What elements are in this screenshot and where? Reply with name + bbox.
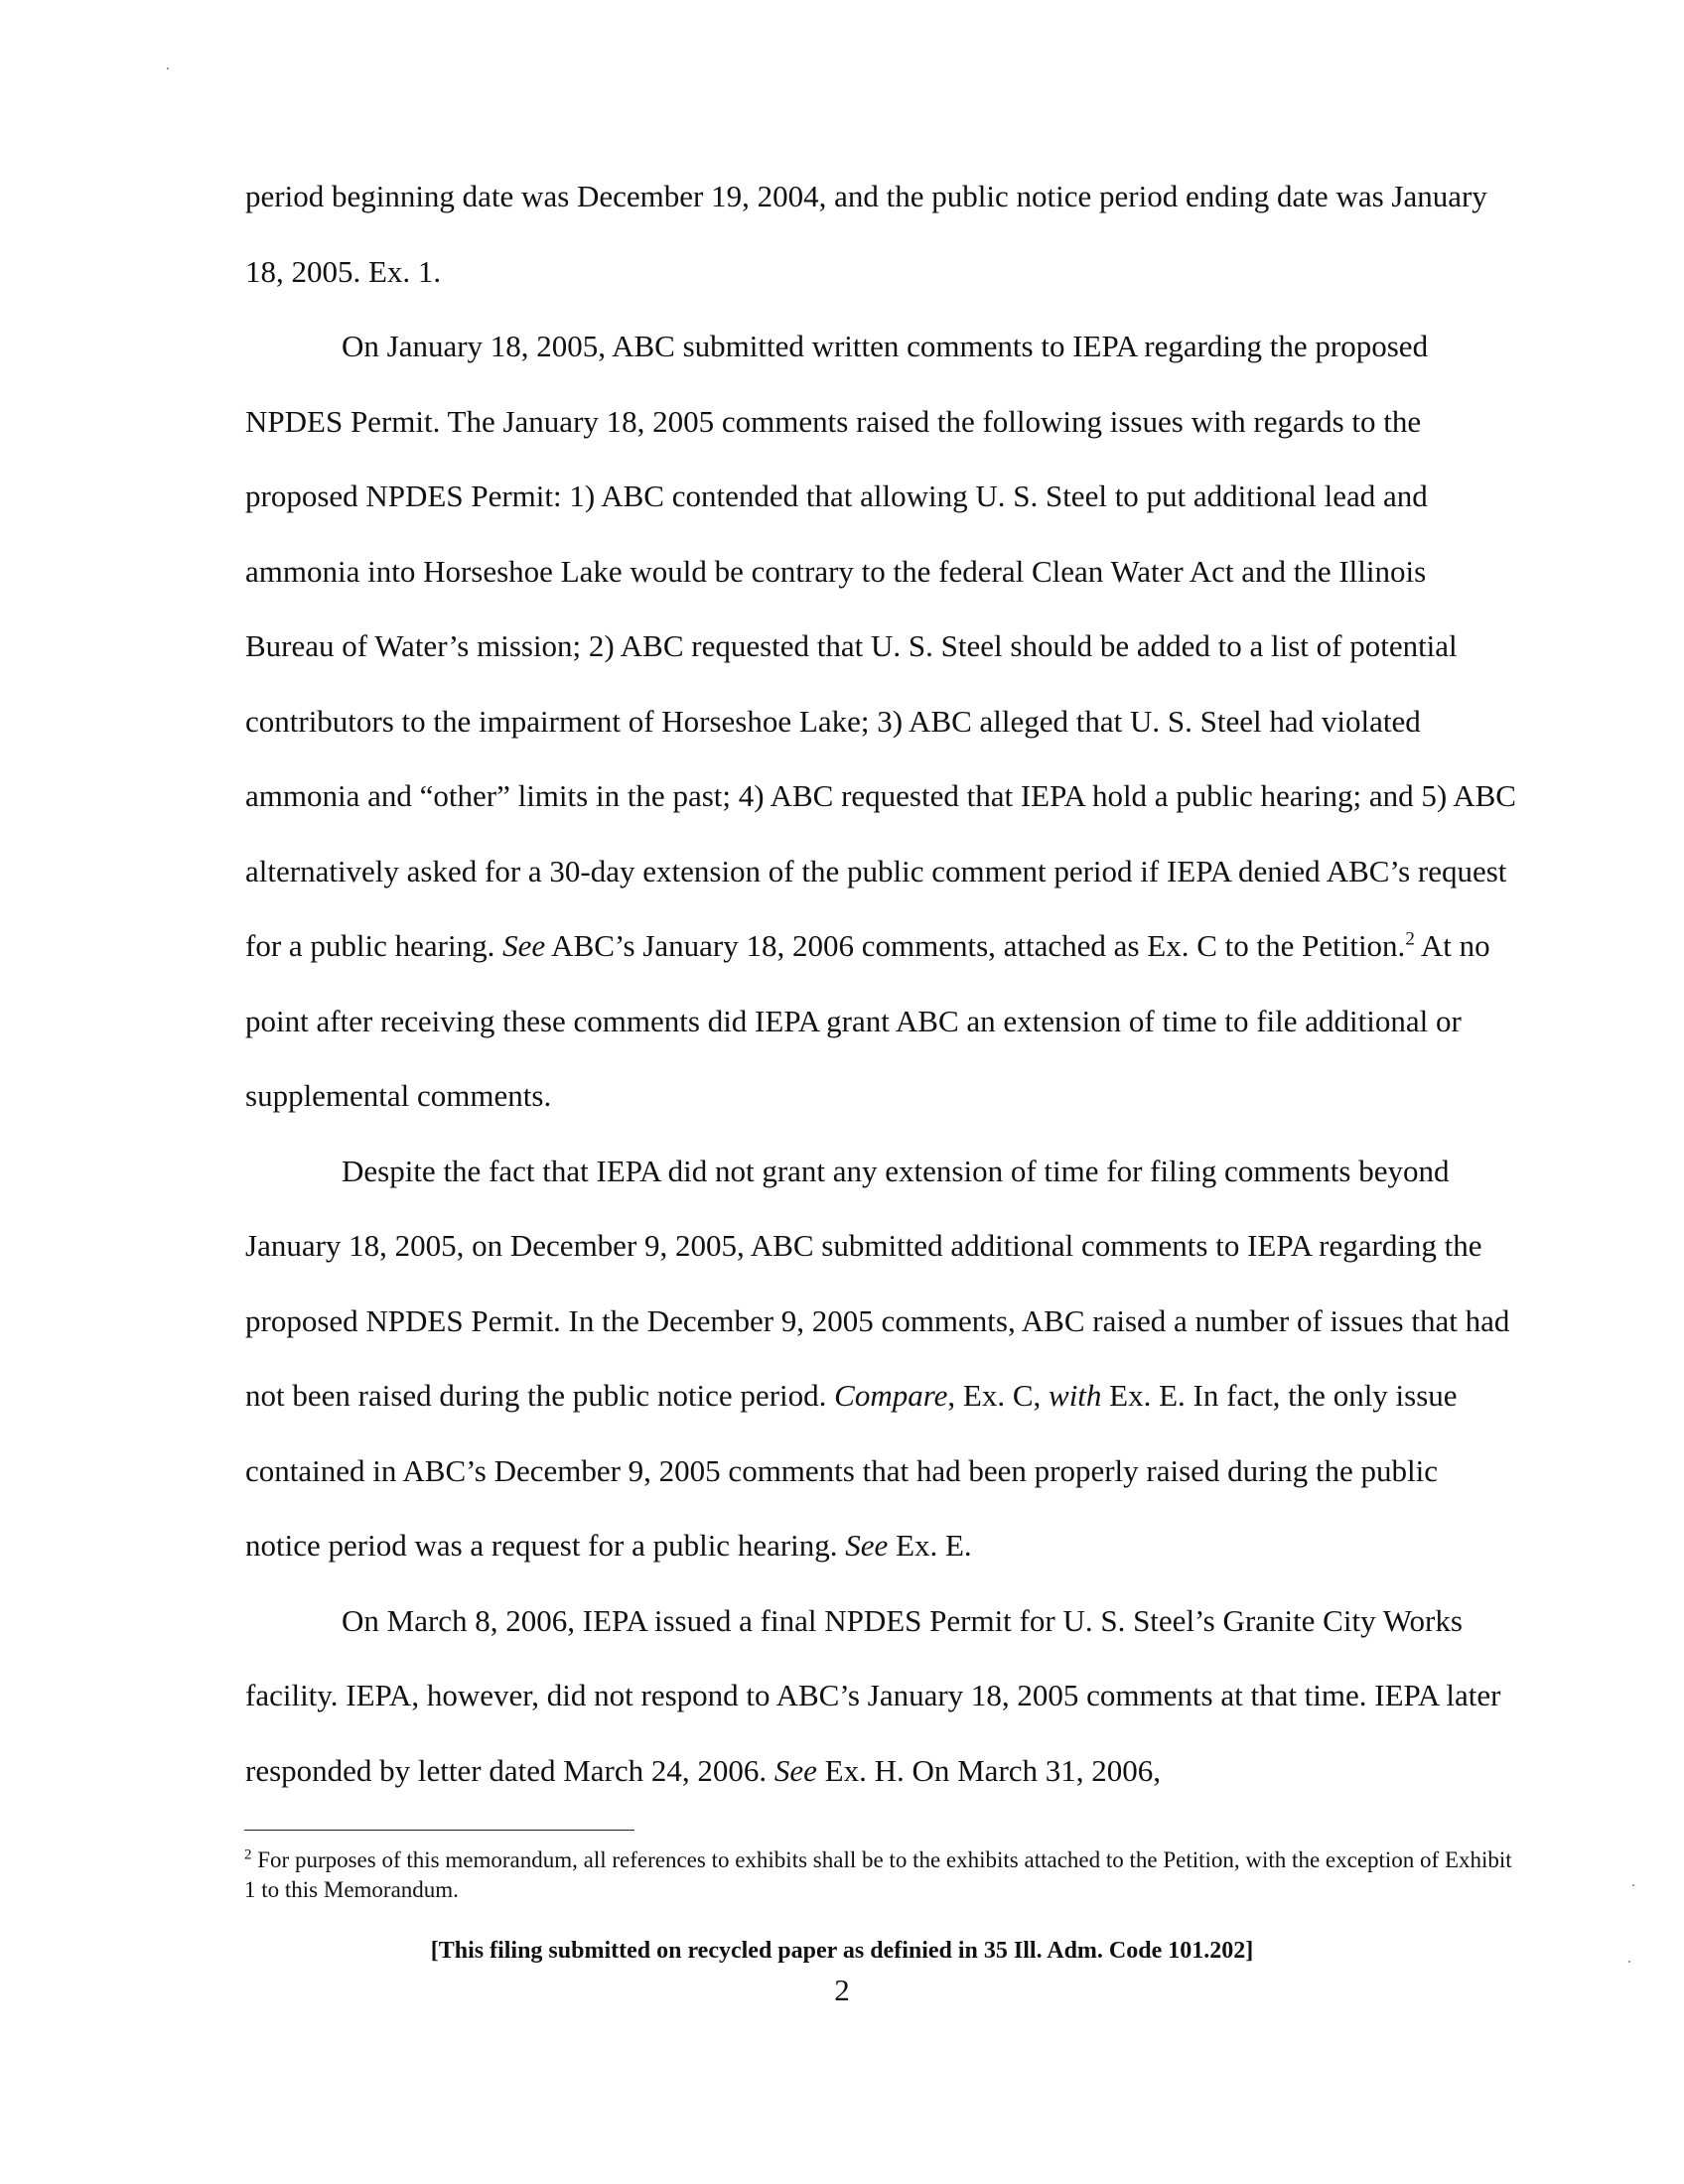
paragraph-text: ABC’s January 18, 2006 comments, attached as Ex. C to the Petition. [545, 928, 1406, 963]
footnote [244, 1845, 1515, 1905]
paragraph-text: Ex. E. [888, 1528, 972, 1563]
scan-speck [167, 68, 169, 69]
paragraph-text: , Ex. C, [947, 1378, 1050, 1413]
citation-signal: See [773, 1752, 817, 1788]
footnote-marker: 2 [244, 1846, 252, 1863]
paragraph-text: On January 18, 2005, ABC submitted written comments to IEPA regarding the proposed NPDES Permit. The January 18, 2005 comments raised the following issues with regards to the proposed NPDES Permit: 1) ABC contended that allowing U. S. Steel to put additional lead and ammonia into Horseshoe Lake would be contrary to the federal Clean Water Act and the Illinois Bureau of Water’s mission; 2) ABC requested that U. S. Steel should be added to a list of potential contributors to the impairment of Horseshoe Lake; 3) ABC alleged that U. S. Steel had violated ammonia and “other” limits in the past; 4) ABC requested that IEPA hold a public hearing; and 5) ABC alternatively asked for a 30-day extension of the public comment period if IEPA denied ABC’s request for a public hearing. [245, 329, 1516, 963]
citation-signal: with [1049, 1378, 1102, 1413]
paragraph-text: Ex. H. On March 31, 2006, [816, 1752, 1162, 1788]
citation-signal: Compare [834, 1378, 948, 1413]
paragraph-text: On March 8, 2006, IEPA issued a final NPDES Permit for U. S. Steel’s Granite City Works facility. IEPA, however, did not respond to ABC’s January 18, 2005 comments at that time. IEPA later responded by letter dated March 24, 2006. [245, 1602, 1501, 1788]
paragraph-text: Ex. E. In fact, the only issue contained in ABC’s December 9, 2005 comments that had been properly raised during the public notice period was a request for a public hearing. [245, 1378, 1458, 1563]
scan-speck [1632, 1884, 1634, 1886]
footnote-text: For purposes of this memorandum, all references to exhibits shall be to the exhibits attached to the Petition, with the exception of Exhibit 1 to this Memorandum. [244, 1847, 1512, 1902]
citation-signal: See [845, 1528, 889, 1563]
footnote-reference: 2 [1405, 928, 1415, 950]
paragraph-continuation [245, 159, 1516, 309]
filing-note: [This filing submitted on recycled paper as definied in 35 Ill. Adm. Code 101.202] [430, 1938, 1254, 1964]
scan-speck [1628, 1961, 1630, 1963]
paragraph-comments-dec-2005 [245, 1134, 1516, 1583]
page-number: 2 [834, 1973, 850, 2007]
paragraph-comments-jan-2005 [245, 309, 1516, 1134]
paragraph-text: period beginning date was December 19, 2004, and the public notice period ending date was January 18, 2005. Ex. 1. [245, 179, 1487, 289]
footnote-divider [244, 1830, 634, 1831]
paragraph-text: Despite the fact that IEPA did not grant any extension of time for filing comments beyond January 18, 2005, on December 9, 2005, ABC submitted additional comments to IEPA regarding the proposed NPDES Permit. In the December 9, 2005 comments, ABC raised a number of issues that had not been raised during the public notice period. [245, 1153, 1510, 1413]
citation-signal: See [502, 928, 546, 963]
body-text [245, 159, 1516, 1808]
paragraph-text: At no point after receiving these comments did IEPA grant ABC an extension of time to file additional or supplemental comments. [245, 928, 1490, 1113]
paragraph-final-permit [245, 1583, 1516, 1809]
